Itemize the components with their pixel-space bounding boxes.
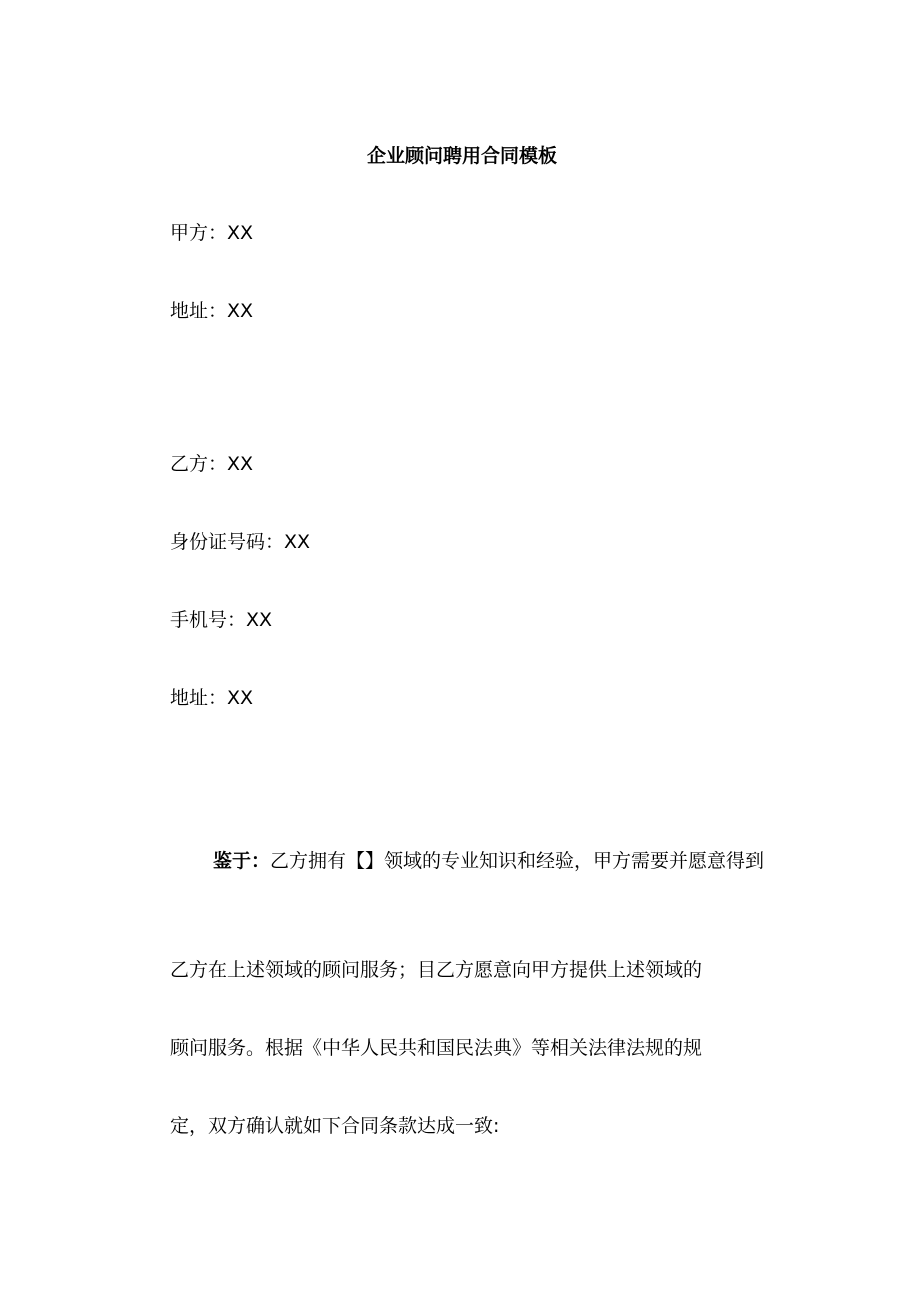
party-b-name: 乙方：XX [170, 453, 254, 475]
party-b-id-number: 身份证号码：XX [170, 531, 311, 553]
recital-paragraph-start [213, 844, 793, 878]
recital-line-2: 乙方在上述领域的顾问服务；目乙方愿意向甲方提供上述领域的 [170, 959, 703, 981]
party-a-address: 地址：XX [170, 300, 254, 322]
recital-lead: 鉴于： [213, 850, 271, 872]
recital-line-3: 顾问服务。根据《中华人民共和国民法典》等相关法律法规的规 [170, 1037, 703, 1059]
recital-first-text: 乙方拥有【】领域的专业知识和经验，甲方需要并愿意得到 [270, 850, 765, 872]
party-b-phone: 手机号：XX [170, 609, 273, 631]
party-a-name: 甲方：XX [170, 222, 254, 244]
party-b-address: 地址：XX [170, 687, 254, 709]
document-title: 企业顾问聘用合同模板 [366, 145, 557, 167]
recital-line-4: 定，双方确认就如下合同条款达成一致: [170, 1115, 500, 1137]
